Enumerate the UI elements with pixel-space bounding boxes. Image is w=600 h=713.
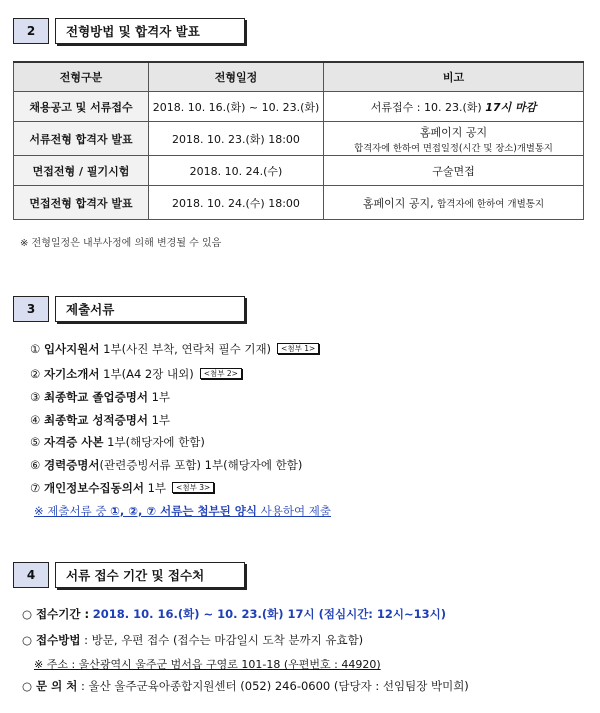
note-cell: 서류접수 : 10. 23.(화) 17시 마감 xyxy=(324,92,584,122)
section-title: 전형방법 및 합격자 발표 xyxy=(55,18,245,44)
table-row xyxy=(14,122,584,156)
address-note: ※ 주소 : 울산광역시 울주군 범서읍 구영로 101-18 (우편번호 : 44920) xyxy=(34,658,381,671)
schedule-footnote: ※ 전형일정은 내부사정에 의해 변경될 수 있음 xyxy=(20,238,222,249)
section-2-header xyxy=(13,18,245,44)
note-cell: 홈페이지 공지 합격자에 한하여 면접일정(시간 및 장소)개별통지 xyxy=(324,122,584,156)
table-row xyxy=(14,186,584,220)
document-item: ② 자기소개서 1부(A4 2장 내외) <첨부 2> xyxy=(30,366,242,382)
attachment-tag: <첨부 3> xyxy=(172,482,214,493)
stage-cell: 면접전형 합격자 발표 xyxy=(14,186,149,220)
contact-info: ○ 문 의 처 : 울산 울주군육아종합지원센터 (052) 246-0600 (담당자 : 선임팀장 박미희) xyxy=(22,679,469,693)
date-cell: 2018. 10. 24.(수) xyxy=(149,156,324,186)
attachment-tag: <첨부 2> xyxy=(200,368,242,379)
section-title: 제출서류 xyxy=(55,296,245,322)
table-header: 비고 xyxy=(324,62,584,92)
document-item: ⑥ 경력증명서(관련증빙서류 포함) 1부(해당자에 한함) xyxy=(30,458,303,472)
table-header-row xyxy=(14,62,584,92)
document-item: ⑤ 자격증 사본 1부(해당자에 한함) xyxy=(30,435,205,449)
note-cell: 홈페이지 공지, 합격자에 한하여 개별통지 xyxy=(324,186,584,220)
table-row xyxy=(14,156,584,186)
section-title: 서류 접수 기간 및 접수처 xyxy=(55,562,245,588)
note-cell: 구술면접 xyxy=(324,156,584,186)
stage-cell: 서류전형 합격자 발표 xyxy=(14,122,149,156)
template-notice: ※ 제출서류 중 ①, ②, ⑦ 서류는 첨부된 양식 사용하여 제출 xyxy=(34,504,331,518)
table-row xyxy=(14,92,584,122)
receipt-method: ○ 접수방법 : 방문, 우편 접수 (접수는 마감일시 도착 분까지 유효함) xyxy=(22,633,364,647)
section-number: 4 xyxy=(13,562,49,588)
document-item: ① 입사지원서 1부(사진 부착, 연락처 필수 기재) <첨부 1> xyxy=(30,341,319,357)
schedule-table xyxy=(13,61,584,220)
section-number: 3 xyxy=(13,296,49,322)
document-item: ⑦ 개인정보수집동의서 1부 <첨부 3> xyxy=(30,480,214,496)
section-3-header xyxy=(13,296,245,322)
section-number: 2 xyxy=(13,18,49,44)
attachment-tag: <첨부 1> xyxy=(277,343,319,354)
stage-cell: 면접전형 / 필기시험 xyxy=(14,156,149,186)
date-cell: 2018. 10. 16.(화) ~ 10. 23.(화) xyxy=(149,92,324,122)
deadline-emphasis: 17시 마감 xyxy=(485,100,537,114)
stage-cell: 채용공고 및 서류접수 xyxy=(14,92,149,122)
date-cell: 2018. 10. 23.(화) 18:00 xyxy=(149,122,324,156)
table-header: 전형일정 xyxy=(149,62,324,92)
document-item: ④ 최종학교 성적증명서 1부 xyxy=(30,413,171,427)
section-4-header xyxy=(13,562,245,588)
date-cell: 2018. 10. 24.(수) 18:00 xyxy=(149,186,324,220)
receipt-period: ○ 접수기간 : 2018. 10. 16.(화) ~ 10. 23.(화) 17시 (점심시간: 12시~13시) xyxy=(22,607,447,621)
document-item: ③ 최종학교 졸업증명서 1부 xyxy=(30,390,171,404)
table-header: 전형구분 xyxy=(14,62,149,92)
